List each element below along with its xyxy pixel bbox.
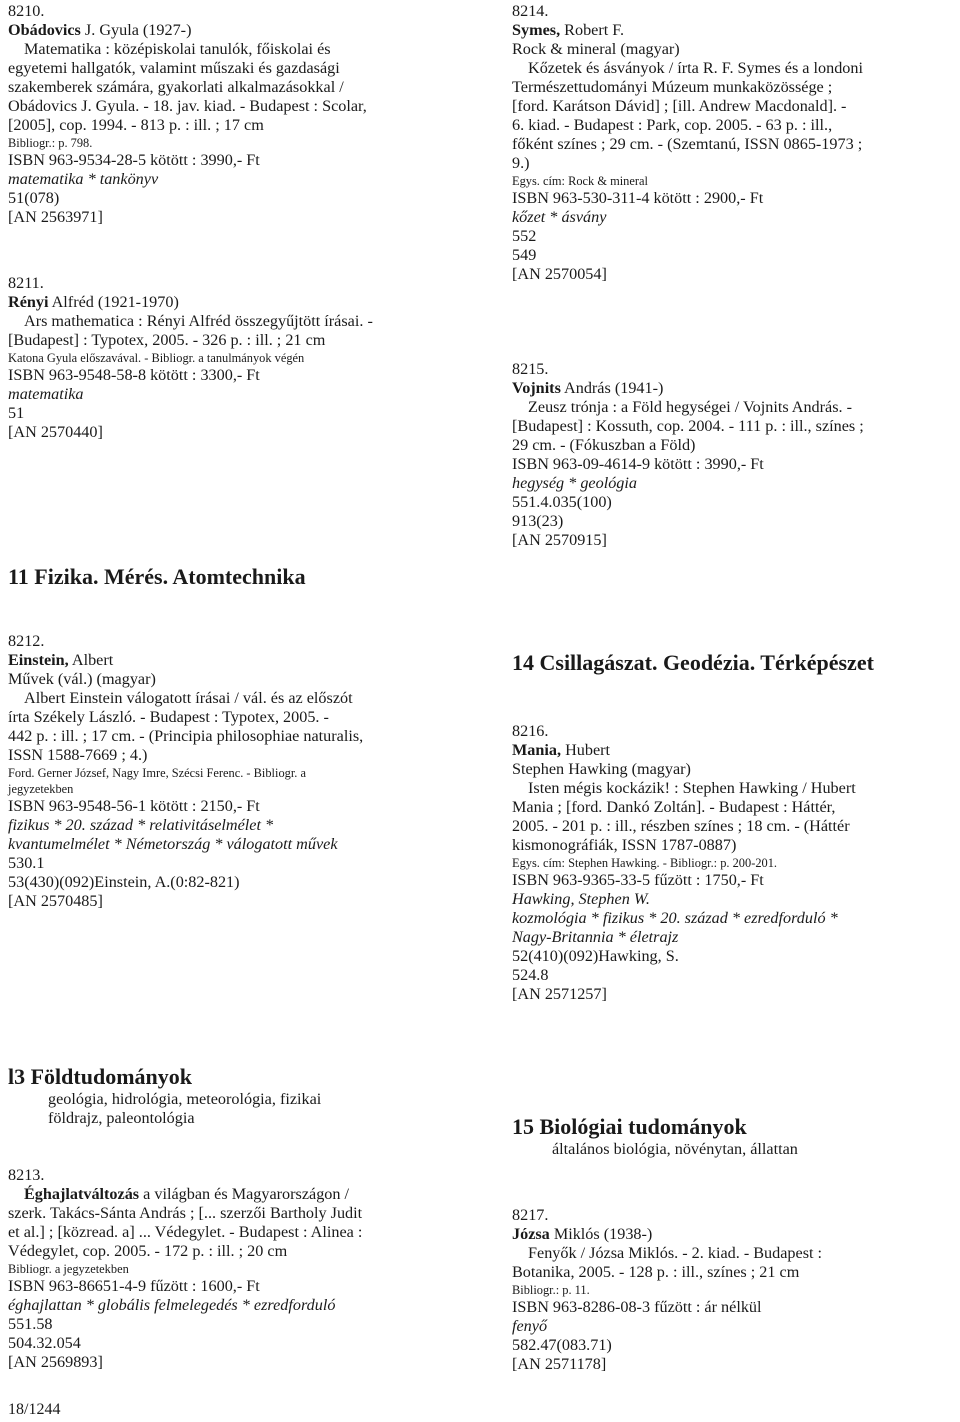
entry-subjects: kvantumelmélet * Németország * válogatott művek	[8, 835, 338, 853]
entry-number: 8212.	[8, 632, 45, 650]
entry-udc: 51(078)	[8, 189, 60, 207]
entry-description-line: Természettudományi Múzeum munkaközössége ;	[512, 78, 833, 96]
entry-description-line: kismonográfiák, ISSN 1787-0887)	[512, 836, 737, 854]
entry-title: Albert Einstein válogatott írásai / vál. és az előszót	[24, 689, 353, 707]
entry-note: Bibliogr.: p. 11.	[512, 1283, 590, 1297]
entry-isbn: ISBN 963-8286-08-3 fűzött : ár nélkül	[512, 1298, 762, 1316]
entry-isbn: ISBN 963-530-311-4 kötött : 2900,- Ft	[512, 189, 764, 207]
entry-description-line: Obádovics J. Gyula. - 18. jav. kiad. - Budapest : Scolar,	[8, 97, 367, 115]
entry-an: [AN 2563971]	[8, 208, 103, 226]
entry-8211	[8, 274, 448, 442]
author-rest: Alfréd (1921-1970)	[48, 293, 179, 311]
entry-8217	[512, 1206, 952, 1374]
author-rest: Miklós (1938-)	[549, 1225, 653, 1243]
entry-subjects: hegység * geológia	[512, 474, 637, 492]
entry-description-line: 29 cm. - (Fókuszban a Föld)	[512, 436, 696, 454]
entry-description-line: [ford. Karátson Dávid] ; [ill. Andrew Macdonald]. -	[512, 97, 847, 115]
entry-number: 8213.	[8, 1166, 45, 1184]
entry-subjects: matematika	[8, 385, 84, 403]
entry-description-line: szakemberek számára, gyakorlati alkalmazásokkal /	[8, 78, 344, 96]
entry-author	[8, 651, 448, 670]
entry-subjects: fizikus * 20. század * relativitáselmélet *	[8, 816, 274, 834]
entry-udc: 524.8	[512, 966, 549, 984]
entry-8213	[8, 1166, 448, 1372]
entry-number: 8211.	[8, 274, 44, 292]
entry-8215	[512, 360, 952, 550]
author-surname: Mania,	[512, 741, 562, 759]
entry-isbn: ISBN 963-9534-28-5 kötött : 3990,- Ft	[8, 151, 260, 169]
entry-udc: 551.4.035(100)	[512, 493, 612, 511]
entry-note: Egys. cím: Rock & mineral	[512, 174, 648, 188]
entry-title	[8, 1185, 448, 1204]
entry-description-line: Botanika, 2005. - 128 p. : ill., színes ; 21 cm	[512, 1263, 800, 1281]
entry-uniform-title: Művek (vál.) (magyar)	[8, 670, 156, 688]
author-rest: András (1941-)	[560, 379, 664, 397]
entry-description-line: 9.)	[512, 154, 530, 172]
author-surname: Vojnits	[512, 379, 561, 397]
entry-8212	[8, 632, 448, 911]
entry-title: Ars mathematica : Rényi Alfréd összegyűjtött írásai. -	[24, 312, 373, 330]
author-rest: Albert	[68, 651, 114, 669]
entry-udc: 530.1	[8, 854, 45, 872]
entry-number: 8210.	[8, 2, 45, 20]
entry-subjects: fenyő	[512, 1317, 548, 1335]
entry-udc: 913(23)	[512, 512, 564, 530]
author-surname: Józsa	[512, 1225, 550, 1243]
entry-uniform-title: Stephen Hawking (magyar)	[512, 760, 691, 778]
title-rest: a világban és Magyarországon /	[139, 1185, 350, 1203]
entry-number: 8216.	[512, 722, 549, 740]
entry-udc: 51	[8, 404, 25, 422]
entry-author	[8, 293, 448, 312]
entry-description-line: Védegylet, cop. 2005. - 172 p. : ill. ; 20 cm	[8, 1242, 288, 1260]
author-surname: Einstein,	[8, 651, 69, 669]
entry-description-line: et al.] ; [közread. a] ... Védegylet. - Budapest : Alinea :	[8, 1223, 363, 1241]
entry-subjects: matematika * tankönyv	[8, 170, 159, 188]
entry-number: 8214.	[512, 2, 549, 20]
entry-subjects: kozmológia * fizikus * 20. század * ezredforduló *	[512, 909, 838, 927]
entry-an: [AN 2570054]	[512, 265, 607, 283]
entry-number: 8217.	[512, 1206, 549, 1224]
entry-note: Egys. cím: Stephen Hawking. - Bibliogr.: p. 200-201.	[512, 856, 778, 870]
entry-8214	[512, 2, 952, 284]
entry-8216	[512, 722, 952, 1004]
entry-title: Zeusz trónja : a Föld hegységei / Vojnits András. -	[528, 398, 853, 416]
entry-author	[512, 741, 952, 760]
entry-isbn: ISBN 963-9365-33-5 fűzött : 1750,- Ft	[512, 871, 764, 889]
entry-isbn: ISBN 963-9548-56-1 kötött : 2150,- Ft	[8, 797, 260, 815]
section-subtitle: földrajz, paleontológia	[48, 1109, 195, 1127]
entry-description-line: írta Székely László. - Budapest : Typotex, 2005. -	[8, 708, 329, 726]
entry-description-line: szerk. Takács-Sánta András ; [... szerzői Bartholy Judit	[8, 1204, 363, 1222]
entry-subjects: éghajlattan * globális felmelegedés * ezredforduló	[8, 1296, 336, 1314]
page-number: 18/1244	[8, 1401, 61, 1418]
author-rest: J. Gyula (1927-)	[80, 21, 192, 39]
entry-description-line: [2005], cop. 1994. - 813 p. : ill. ; 17 cm	[8, 116, 264, 134]
entry-note: jegyzetekben	[8, 782, 74, 796]
entry-description-line: egyetemi hallgatók, valamint műszaki és gazdasági	[8, 59, 340, 77]
entry-note: Ford. Gerner József, Nagy Imre, Szécsi Ferenc. - Bibliogr. a	[8, 766, 306, 780]
entry-title: Matematika : középiskolai tanulók, főiskolai és	[24, 40, 331, 58]
entry-description-line: 442 p. : ill. ; 17 cm. - (Principia philosophiae naturalis,	[8, 727, 364, 745]
entry-an: [AN 2570915]	[512, 531, 607, 549]
section-subtitle: általános biológia, növénytan, állattan	[552, 1140, 798, 1158]
entry-udc: 53(430)(092)Einstein, A.(0:82-821)	[8, 873, 240, 891]
entry-an: [AN 2571178]	[512, 1355, 607, 1373]
entry-udc: 52(410)(092)Hawking, S.	[512, 947, 679, 965]
entry-subjects: Hawking, Stephen W.	[512, 890, 650, 908]
author-rest: Hubert	[561, 741, 611, 759]
entry-note: Bibliogr.: p. 798.	[8, 136, 93, 150]
section-heading-15: 15 Biológiai tudományok	[512, 1114, 747, 1139]
section-heading-11: 11 Fizika. Mérés. Atomtechnika	[8, 564, 306, 589]
entry-8210	[8, 2, 448, 227]
entry-description-line: Mania ; [ford. Dankó Zoltán]. - Budapest : Háttér,	[512, 798, 836, 816]
entry-note: Bibliogr. a jegyzetekben	[8, 1262, 129, 1276]
entry-udc: 582.47(083.71)	[512, 1336, 612, 1354]
entry-author	[512, 1225, 952, 1244]
section-13	[8, 1064, 448, 1128]
entry-author	[512, 21, 952, 40]
section-subtitle: geológia, hidrológia, meteorológia, fizikai	[48, 1090, 322, 1108]
author-surname: Symes,	[512, 21, 561, 39]
entry-title: Fenyők / Józsa Miklós. - 2. kiad. - Budapest :	[528, 1244, 823, 1262]
entry-isbn: ISBN 963-86651-4-9 fűzött : 1600,- Ft	[8, 1277, 260, 1295]
entry-description-line: főként színes ; 29 cm. - (Szemtanú, ISSN 0865-1973 ;	[512, 135, 863, 153]
entry-an: [AN 2569893]	[8, 1353, 103, 1371]
entry-title: Isten mégis kockázik! : Stephen Hawking / Hubert	[528, 779, 856, 797]
entry-description-line: ISSN 1588-7669 ; 4.)	[8, 746, 148, 764]
entry-an: [AN 2570485]	[8, 892, 103, 910]
entry-description-line: [Budapest] : Kossuth, cop. 2004. - 111 p. : ill., színes ;	[512, 417, 864, 435]
author-rest: Robert F.	[560, 21, 625, 39]
entry-udc: 552	[512, 227, 537, 245]
entry-isbn: ISBN 963-09-4614-9 kötött : 3990,- Ft	[512, 455, 764, 473]
entry-udc: 551.58	[8, 1315, 53, 1333]
entry-an: [AN 2571257]	[512, 985, 607, 1003]
section-heading-14: 14 Csillagászat. Geodézia. Térképészet	[512, 650, 874, 675]
entry-title: Kőzetek és ásványok / írta R. F. Symes és a londoni	[528, 59, 863, 77]
entry-note: Katona Gyula előszavával. - Bibliogr. a tanulmányok végén	[8, 351, 305, 365]
author-surname: Obádovics	[8, 21, 81, 39]
entry-author	[8, 21, 448, 40]
entry-description-line: 6. kiad. - Budapest : Park, cop. 2005. - 63 p. : ill.,	[512, 116, 833, 134]
entry-udc: 549	[512, 246, 537, 264]
author-surname: Rényi	[8, 293, 49, 311]
entry-number: 8215.	[512, 360, 549, 378]
entry-udc: 504.32.054	[8, 1334, 81, 1352]
entry-subjects: kőzet * ásvány	[512, 208, 607, 226]
entry-isbn: ISBN 963-9548-58-8 kötött : 3300,- Ft	[8, 366, 260, 384]
entry-author	[512, 379, 952, 398]
title-bold: Éghajlatváltozás	[24, 1185, 140, 1203]
section-15	[512, 1114, 952, 1159]
entry-uniform-title: Rock & mineral (magyar)	[512, 40, 680, 58]
entry-description-line: 2005. - 201 p. : ill., részben színes ; 18 cm. - (Háttér	[512, 817, 850, 835]
entry-an: [AN 2570440]	[8, 423, 103, 441]
entry-subjects: Nagy-Britannia * életrajz	[512, 928, 679, 946]
entry-description-line: [Budapest] : Typotex, 2005. - 326 p. : ill. ; 21 cm	[8, 331, 326, 349]
section-heading-13: l3 Földtudományok	[8, 1064, 192, 1089]
